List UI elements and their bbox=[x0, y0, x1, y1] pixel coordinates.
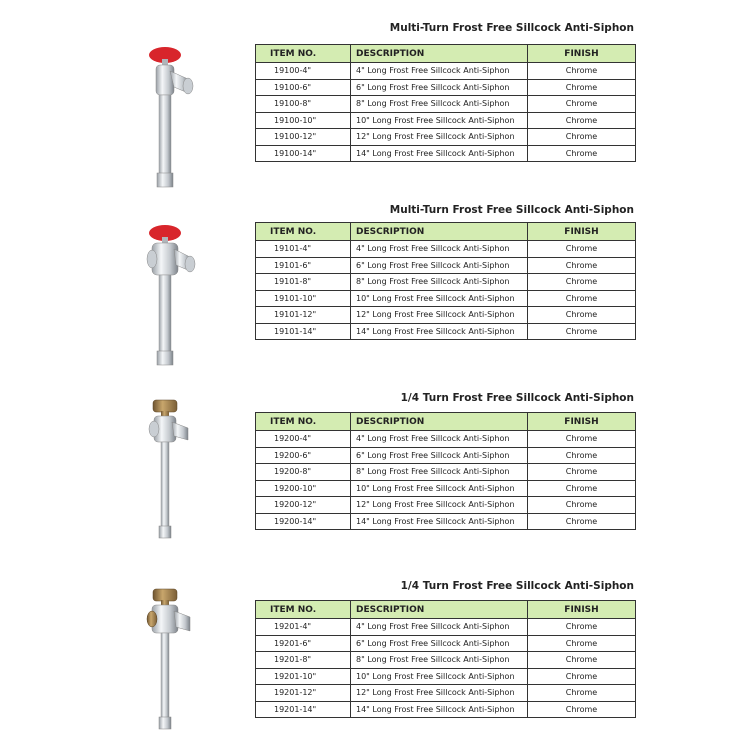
item-number: 19100-6" bbox=[256, 79, 351, 96]
item-number: 19101-10" bbox=[256, 290, 351, 307]
column-header-finish: FINISH bbox=[528, 223, 636, 241]
table-row bbox=[256, 129, 636, 146]
item-finish: Chrome bbox=[528, 652, 636, 669]
item-description: 6" Long Frost Free Sillcock Anti-Siphon bbox=[351, 257, 528, 274]
item-number: 19100-14" bbox=[256, 145, 351, 162]
table-row bbox=[256, 145, 636, 162]
item-number: 19200-14" bbox=[256, 513, 351, 530]
column-header-description: DESCRIPTION bbox=[351, 601, 528, 619]
item-description: 4" Long Frost Free Sillcock Anti-Siphon bbox=[351, 431, 528, 448]
item-number: 19201-6" bbox=[256, 635, 351, 652]
item-number: 19201-8" bbox=[256, 652, 351, 669]
item-description: 10" Long Frost Free Sillcock Anti-Siphon bbox=[351, 290, 528, 307]
item-description: 14" Long Frost Free Sillcock Anti-Siphon bbox=[351, 323, 528, 340]
section-title: Multi-Turn Frost Free Sillcock Anti-Siphon bbox=[389, 204, 634, 216]
item-description: 12" Long Frost Free Sillcock Anti-Siphon bbox=[351, 129, 528, 146]
item-number: 19101-6" bbox=[256, 257, 351, 274]
table-row bbox=[256, 307, 636, 324]
table-row bbox=[256, 96, 636, 113]
spec-table bbox=[255, 600, 636, 718]
item-number: 19101-12" bbox=[256, 307, 351, 324]
item-description: 10" Long Frost Free Sillcock Anti-Siphon bbox=[351, 668, 528, 685]
item-number: 19200-8" bbox=[256, 464, 351, 481]
item-finish: Chrome bbox=[528, 619, 636, 636]
item-number: 19201-10" bbox=[256, 668, 351, 685]
item-finish: Chrome bbox=[528, 431, 636, 448]
table-row bbox=[256, 431, 636, 448]
column-header-item: ITEM NO. bbox=[256, 601, 351, 619]
table-row bbox=[256, 701, 636, 718]
sillcock-quarter-turn-image bbox=[120, 584, 210, 736]
column-header-finish: FINISH bbox=[528, 413, 636, 431]
item-description: 4" Long Frost Free Sillcock Anti-Siphon bbox=[351, 241, 528, 258]
table-row bbox=[256, 79, 636, 96]
item-finish: Chrome bbox=[528, 274, 636, 291]
table-header-row bbox=[256, 601, 636, 619]
item-finish: Chrome bbox=[528, 307, 636, 324]
column-header-description: DESCRIPTION bbox=[351, 413, 528, 431]
spec-table bbox=[255, 44, 636, 162]
table-header-row bbox=[256, 45, 636, 63]
item-description: 4" Long Frost Free Sillcock Anti-Siphon bbox=[351, 63, 528, 80]
item-finish: Chrome bbox=[528, 112, 636, 129]
item-finish: Chrome bbox=[528, 145, 636, 162]
table-row bbox=[256, 668, 636, 685]
item-finish: Chrome bbox=[528, 63, 636, 80]
item-finish: Chrome bbox=[528, 464, 636, 481]
sillcock-multi-turn-image bbox=[120, 214, 210, 374]
item-number: 19100-12" bbox=[256, 129, 351, 146]
item-number: 19200-4" bbox=[256, 431, 351, 448]
table-row bbox=[256, 323, 636, 340]
table-row bbox=[256, 112, 636, 129]
item-description: 8" Long Frost Free Sillcock Anti-Siphon bbox=[351, 96, 528, 113]
table-header-row bbox=[256, 413, 636, 431]
table-row bbox=[256, 480, 636, 497]
item-description: 6" Long Frost Free Sillcock Anti-Siphon bbox=[351, 447, 528, 464]
table-row bbox=[256, 497, 636, 514]
table-row bbox=[256, 652, 636, 669]
table-header-row bbox=[256, 223, 636, 241]
table-row bbox=[256, 241, 636, 258]
table-row bbox=[256, 274, 636, 291]
item-finish: Chrome bbox=[528, 497, 636, 514]
item-finish: Chrome bbox=[528, 480, 636, 497]
item-finish: Chrome bbox=[528, 257, 636, 274]
item-finish: Chrome bbox=[528, 96, 636, 113]
item-number: 19101-8" bbox=[256, 274, 351, 291]
item-number: 19200-10" bbox=[256, 480, 351, 497]
table-row bbox=[256, 290, 636, 307]
column-header-item: ITEM NO. bbox=[256, 223, 351, 241]
item-number: 19200-6" bbox=[256, 447, 351, 464]
product-section-19101 bbox=[0, 200, 750, 370]
item-description: 4" Long Frost Free Sillcock Anti-Siphon bbox=[351, 619, 528, 636]
item-finish: Chrome bbox=[528, 241, 636, 258]
item-finish: Chrome bbox=[528, 323, 636, 340]
item-finish: Chrome bbox=[528, 447, 636, 464]
column-header-item: ITEM NO. bbox=[256, 45, 351, 63]
item-description: 12" Long Frost Free Sillcock Anti-Siphon bbox=[351, 497, 528, 514]
item-finish: Chrome bbox=[528, 129, 636, 146]
item-description: 14" Long Frost Free Sillcock Anti-Siphon bbox=[351, 145, 528, 162]
item-description: 12" Long Frost Free Sillcock Anti-Siphon bbox=[351, 307, 528, 324]
section-title: 1/4 Turn Frost Free Sillcock Anti-Siphon bbox=[400, 392, 634, 404]
column-header-finish: FINISH bbox=[528, 601, 636, 619]
item-description: 8" Long Frost Free Sillcock Anti-Siphon bbox=[351, 652, 528, 669]
item-description: 14" Long Frost Free Sillcock Anti-Siphon bbox=[351, 701, 528, 718]
item-finish: Chrome bbox=[528, 701, 636, 718]
column-header-finish: FINISH bbox=[528, 45, 636, 63]
item-description: 8" Long Frost Free Sillcock Anti-Siphon bbox=[351, 274, 528, 291]
item-finish: Chrome bbox=[528, 635, 636, 652]
item-finish: Chrome bbox=[528, 79, 636, 96]
item-number: 19201-12" bbox=[256, 685, 351, 702]
spec-table bbox=[255, 222, 636, 340]
item-number: 19201-14" bbox=[256, 701, 351, 718]
item-description: 10" Long Frost Free Sillcock Anti-Siphon bbox=[351, 112, 528, 129]
item-description: 6" Long Frost Free Sillcock Anti-Siphon bbox=[351, 635, 528, 652]
column-header-description: DESCRIPTION bbox=[351, 45, 528, 63]
section-title: Multi-Turn Frost Free Sillcock Anti-Siphon bbox=[389, 22, 634, 34]
item-number: 19201-4" bbox=[256, 619, 351, 636]
section-title: 1/4 Turn Frost Free Sillcock Anti-Siphon bbox=[400, 580, 634, 592]
table-row bbox=[256, 257, 636, 274]
sillcock-quarter-turn-image bbox=[120, 396, 210, 546]
spec-table bbox=[255, 412, 636, 530]
item-number: 19100-8" bbox=[256, 96, 351, 113]
item-description: 8" Long Frost Free Sillcock Anti-Siphon bbox=[351, 464, 528, 481]
item-number: 19200-12" bbox=[256, 497, 351, 514]
sillcock-multi-turn-image bbox=[120, 36, 210, 196]
item-number: 19101-14" bbox=[256, 323, 351, 340]
table-row bbox=[256, 685, 636, 702]
table-row bbox=[256, 513, 636, 530]
column-header-item: ITEM NO. bbox=[256, 413, 351, 431]
item-finish: Chrome bbox=[528, 685, 636, 702]
item-description: 12" Long Frost Free Sillcock Anti-Siphon bbox=[351, 685, 528, 702]
product-section-19100 bbox=[0, 22, 750, 192]
item-description: 6" Long Frost Free Sillcock Anti-Siphon bbox=[351, 79, 528, 96]
table-row bbox=[256, 635, 636, 652]
item-description: 10" Long Frost Free Sillcock Anti-Siphon bbox=[351, 480, 528, 497]
item-number: 19100-4" bbox=[256, 63, 351, 80]
table-row bbox=[256, 63, 636, 80]
table-row bbox=[256, 447, 636, 464]
table-row bbox=[256, 619, 636, 636]
table-row bbox=[256, 464, 636, 481]
column-header-description: DESCRIPTION bbox=[351, 223, 528, 241]
item-finish: Chrome bbox=[528, 513, 636, 530]
product-section-19201 bbox=[0, 578, 750, 748]
item-number: 19100-10" bbox=[256, 112, 351, 129]
item-finish: Chrome bbox=[528, 668, 636, 685]
product-section-19200 bbox=[0, 390, 750, 560]
item-number: 19101-4" bbox=[256, 241, 351, 258]
item-finish: Chrome bbox=[528, 290, 636, 307]
item-description: 14" Long Frost Free Sillcock Anti-Siphon bbox=[351, 513, 528, 530]
